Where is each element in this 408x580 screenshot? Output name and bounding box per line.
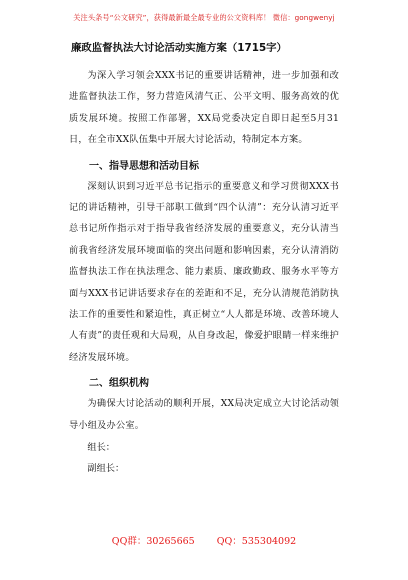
qq-group-text: QQ群：30265665: [111, 536, 195, 547]
leader-label: 组长：: [87, 442, 115, 454]
section-heading-organization: 二、组织机构: [89, 378, 149, 390]
contact-footer: [0, 533, 408, 547]
header-banner: 关注头条号“公文研究”，获得最新最全最专业的公文资料库！ 微信：gongwenyj: [73, 13, 335, 22]
document-title: 廉政监督执法大讨论活动实施方案（1715字）: [71, 42, 287, 54]
guiding-ideology-paragraph: 深刻认识到习近平总书记指示的重要意义和学习贯彻XXX书记的讲话精神，引导干部职工做到“四个认清”：充分认清习近平总书记所作指示对于指导我省经济发展的重要意义，充分认清当前我省经济发展环境面临的突出问题和影响因素，充分认清消防监督执法工作在执法理念、能力素质、廉政勤政、服务水平等方面与XXX书记讲话要求存在的差距和不足，充分认清规范消防执法工作的重要性和紧迫性，真正树立“人人都是环境、改善环境人人有责”的责任观和大局观，从自身改起，像爱护眼睛一样来维护经济发展环境。: [69, 180, 339, 363]
deputy-leader-label: 副组长：: [87, 463, 125, 475]
organization-paragraph: 为确保大讨论活动的顺利开展，XX局决定成立大讨论活动领导小组及办公室。: [69, 398, 339, 431]
section-heading-guiding-ideology: 一、指导思想和活动目标: [89, 160, 199, 172]
document-body: [69, 42, 339, 478]
intro-paragraph: 为深入学习领会XXX书记的重要讲话精神，进一步加强和改进监督执法工作，努力营造风清气正、公平文明、服务高效的优质发展环境。按照工作部署，XX局党委决定自即日起至5月31日，在全市XX队伍集中开展大讨论活动，特制定本方案。: [69, 70, 339, 146]
qq-number-text: QQ：535304092: [216, 536, 297, 547]
